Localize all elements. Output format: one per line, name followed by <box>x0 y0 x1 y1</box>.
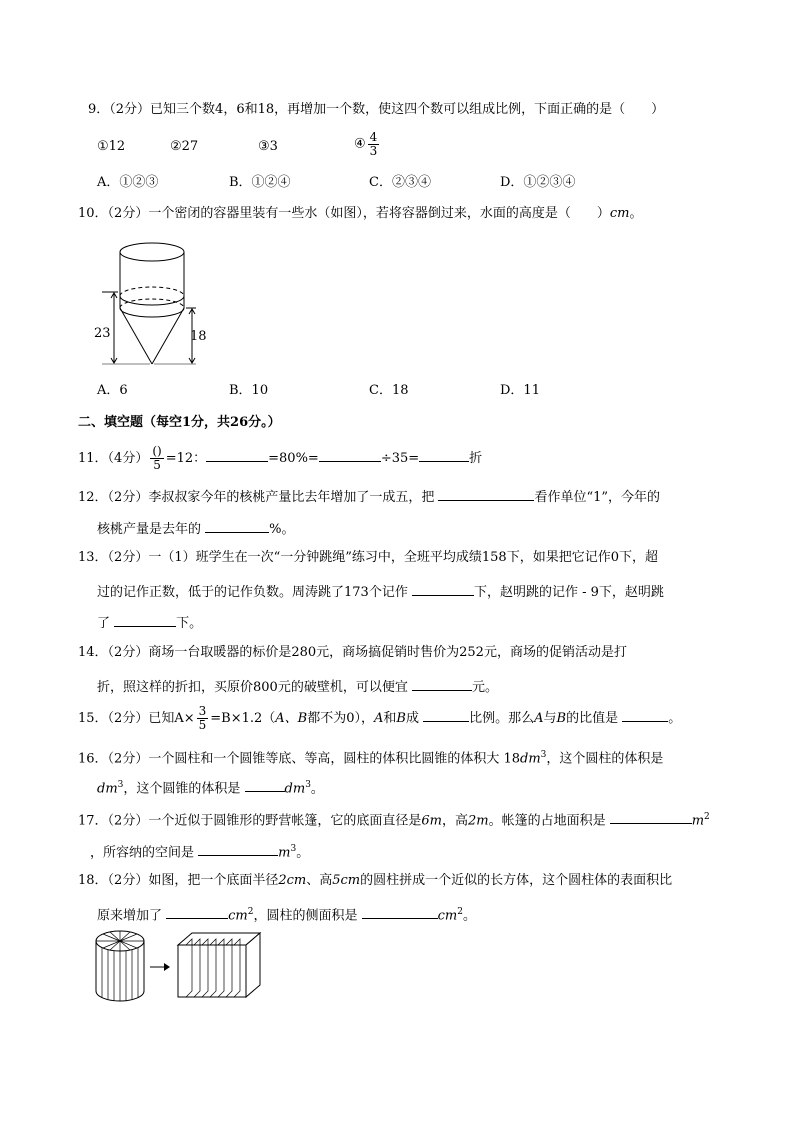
q15-text-b: =B×1.2（ <box>210 711 276 726</box>
q17-text-5: 。 <box>296 845 310 861</box>
q18-text-2: 、高 <box>306 873 333 888</box>
q17-text-2: ，高 <box>441 813 468 829</box>
q15-text-g: B <box>396 711 406 726</box>
q9-fraction-num: 4 <box>369 130 378 144</box>
q11-blank-1[interactable] <box>206 447 268 462</box>
question-18-line-2 <box>97 903 476 925</box>
q14-text-2: 元。 <box>471 680 498 695</box>
q13-blank-2[interactable] <box>114 612 176 627</box>
q16-sup-2: 3 <box>117 780 124 790</box>
q15-text-c: A、B <box>275 711 308 726</box>
q11-part-2: =80%= <box>268 451 319 466</box>
q18-unit-4: cm <box>437 908 458 924</box>
q15-fraction <box>197 705 209 732</box>
question-10-text <box>78 205 642 223</box>
q16-unit-3: dm <box>284 781 306 797</box>
q9-fraction-den: 3 <box>369 144 378 158</box>
q13-text-3: 了 <box>97 616 115 631</box>
q17-unit-1: m <box>429 813 442 829</box>
q10-label-23: 23 <box>94 326 111 341</box>
question-14-line-1: 14．（2分）商场一台取暖器的标价是280元，商场搞促销时售价为252元，商场的促销活动是打 <box>78 645 627 660</box>
q18-unit-1: cm <box>286 873 307 888</box>
section-2-heading: 二、填空题（每空1分，共26分。） <box>78 415 281 430</box>
q18-text-3: 的圆柱拼成一个近似的长方体，这个圆柱体的表面积比 <box>360 873 673 888</box>
question-13-line-1: 13．（2分）一（1）班学生在一次“一分钟跳绳”练习中，全班平均成绩158下，如果把它记作0下，超 <box>78 550 658 565</box>
question-17-line-2 <box>90 840 309 862</box>
q10-container-figure <box>92 236 222 372</box>
q16-text-4: 。 <box>310 781 324 797</box>
q15-text-k: 与 <box>543 711 557 726</box>
q11-part-1: =12： <box>165 451 207 466</box>
question-16-line-1 <box>78 746 663 768</box>
q15-text-l: B <box>556 711 567 726</box>
q16-text-1: 16．（2分）一个圆柱和一个圆锥等底、等高，圆柱的体积比圆锥的体积大 18 <box>78 751 520 767</box>
q16-text-2: ，这个圆柱的体积是 <box>546 751 664 767</box>
q9-option-d: D．①②③④ <box>500 175 576 190</box>
q10-text: 10．（2分）一个密闭的容器里装有一些水（如图），若将容器倒过来，水面的高度是（ ） <box>78 206 610 221</box>
question-13-line-2 <box>97 581 664 602</box>
q11-fraction-den: 5 <box>153 458 161 472</box>
q18-text-1: 18．（2分）如图，把一个底面半径 <box>78 873 279 888</box>
question-15 <box>78 704 681 734</box>
q17-unit-2: m <box>476 813 489 829</box>
q12-text-4: %。 <box>269 522 295 537</box>
q10-unit: cm <box>609 206 630 221</box>
q12-blank-1[interactable] <box>438 486 534 501</box>
question-14-line-2 <box>97 676 498 697</box>
q17-unit-3: m <box>691 813 705 829</box>
q15-fraction-den: 5 <box>198 718 207 732</box>
q13-text-2: 下，赵明跳的记作 - 9下，赵明跳 <box>473 585 664 600</box>
q9-item-4 <box>354 131 381 158</box>
question-11 <box>78 444 482 474</box>
q12-text-1: 12．（2分）李叔叔家今年的核桃产量比去年增加了一成五，把 <box>78 490 439 505</box>
q9-fraction <box>368 131 380 158</box>
question-16-line-2 <box>97 776 324 798</box>
q9-item-4-label: ④ <box>354 136 366 152</box>
q12-text-2: 看作单位“1”，今年的 <box>534 490 661 505</box>
q17-blank-2[interactable] <box>198 841 278 856</box>
q18-blank-2[interactable] <box>362 904 438 919</box>
q15-fraction-num: 3 <box>198 704 207 718</box>
q16-unit-1: dm <box>520 751 541 767</box>
q18-sup-2: 2 <box>457 907 463 917</box>
question-9-text: 9．（2分）已知三个数4，6和18，再增加一个数，使这四个数可以组成比例，下面正确的是（ ） <box>88 102 665 117</box>
q11-blank-2[interactable] <box>319 447 381 462</box>
q18-unit-2: cm <box>340 873 361 888</box>
q11-fraction <box>150 445 163 472</box>
q14-blank-1[interactable] <box>412 676 472 691</box>
q17-sup-1: 2 <box>704 812 710 822</box>
q16-text-3: ，这个圆锥的体积是 <box>123 781 245 797</box>
q10-option-c: C．18 <box>369 383 409 398</box>
q11-part-3: ÷35= <box>380 451 420 466</box>
q10-option-b: B．10 <box>229 383 269 398</box>
q18-height: 5 <box>332 873 341 888</box>
question-12-line-2 <box>97 518 295 539</box>
q18-text-5: ，圆柱的侧面积是 <box>253 908 362 924</box>
q17-blank-1[interactable] <box>610 809 692 824</box>
q15-text-a: 15．（2分）已知A× <box>78 711 195 726</box>
question-13-line-3 <box>97 612 202 633</box>
q15-text-i: 比例。那么 <box>469 711 535 726</box>
q9-option-b: B．①②④ <box>229 175 291 190</box>
q13-text-4: 下。 <box>176 616 203 631</box>
question-17-line-1 <box>78 808 710 830</box>
q10-label-18: 18 <box>190 329 207 344</box>
q18-text-6: 。 <box>462 908 476 924</box>
q17-text-4: ，所容纳的空间是 <box>90 845 199 861</box>
q15-text-n: 。 <box>668 711 682 726</box>
q17-sup-2: 3 <box>290 844 297 854</box>
q9-option-c: C．②③④ <box>369 175 431 190</box>
q17-text-3: 。帐篷的占地面积是 <box>488 813 610 829</box>
q16-sup-3: 3 <box>305 780 311 790</box>
q15-text-d: 都不为0）， <box>307 711 374 726</box>
q11-blank-3[interactable] <box>419 447 469 462</box>
q15-text-f: 和 <box>383 711 397 726</box>
q18-unit-3: cm <box>228 908 248 924</box>
q9-item-1: ①12 <box>97 139 126 154</box>
q18-text-4: 原来增加了 <box>97 908 167 924</box>
q9-item-2: ②27 <box>170 139 199 154</box>
q17-unit-4: m <box>278 845 291 861</box>
q15-text-h: 成 <box>405 711 424 726</box>
q18-cylinder-to-cuboid-figure <box>92 925 272 1009</box>
q10-option-a: A．6 <box>97 383 128 398</box>
q18-sup-1: 2 <box>247 907 254 917</box>
q12-text-3: 核桃产量是去年的 <box>97 522 206 537</box>
q17-text-1: 17．（2分）一个近似于圆锥形的野营帐篷，它的底面直径是 <box>78 813 422 829</box>
q11-prefix: 11．（4分） <box>78 451 149 466</box>
q16-blank-2[interactable] <box>245 777 285 792</box>
q13-text-1: 过的记作正数，低于的记作负数。周涛跳了173个记作 <box>97 585 412 600</box>
q17-diameter: 6 <box>421 813 430 829</box>
question-18-line-1 <box>78 872 672 890</box>
q15-text-j: A <box>534 711 544 726</box>
q15-text-m: 的比值是 <box>566 711 623 726</box>
q17-height: 2 <box>467 813 477 829</box>
q15-text-e: A <box>374 711 384 726</box>
question-12-line-1 <box>78 486 660 507</box>
q12-blank-2[interactable] <box>205 518 269 533</box>
q9-option-a: A．①②③ <box>97 175 159 190</box>
q11-part-4: 折 <box>469 451 483 466</box>
q15-blank-1[interactable] <box>423 707 469 722</box>
q18-blank-1[interactable] <box>166 904 228 919</box>
q16-unit-2: dm <box>97 781 118 797</box>
q15-blank-2[interactable] <box>622 707 668 722</box>
q14-text-1: 折，照这样的折扣，买原价800元的破壁机，可以便宜 <box>97 680 412 695</box>
q10-end: 。 <box>629 206 643 221</box>
q11-fraction-num: () <box>152 444 162 458</box>
q13-blank-1[interactable] <box>412 581 474 596</box>
q16-sup-1: 3 <box>540 750 547 760</box>
q10-option-d: D．11 <box>500 383 540 398</box>
q18-radius: 2 <box>278 873 287 888</box>
q9-item-3: ③3 <box>258 139 278 154</box>
